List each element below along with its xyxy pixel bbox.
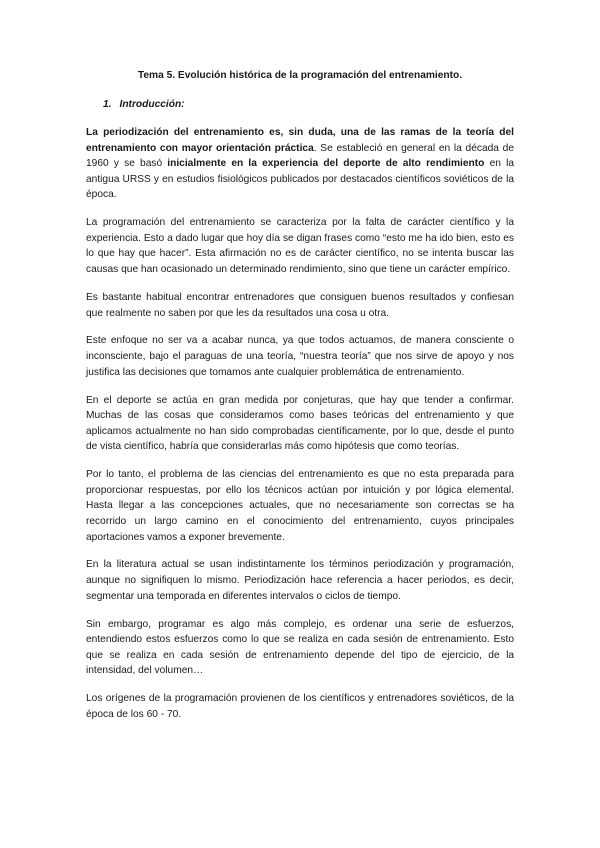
paragraph-4: En el deporte se actúa en gran medida por conjeturas, que hay que tender a confirmar. Muchas de las cosas que consideramos como bases teóricas del entrenamiento y que aplicamos actualmente no han sido comprobadas científicamente, por lo que, desde el punto de vista científico, habría que considerarlas más como hipótesis que como teorías.	[86, 394, 514, 453]
intro-bold-1: La periodización del entrenamiento es, sin duda, una de las ramas de la teoría del entrenamiento con mayor orientación práctica	[86, 127, 514, 154]
intro-text-1: . Se estableció en general en la década de 1960 y se basó	[86, 142, 515, 170]
paragraph-6: En la literatura actual se usan indistintamente los términos periodización y programación, aunque no signifiquen lo mismo. Periodización hace referencia a hacer periodos, es decir, segmentar una temporada en diferentes intervalos o ciclos de tiempo.	[86, 559, 514, 602]
document-page	[86, 68, 514, 735]
section-heading	[103, 98, 514, 112]
section-number: 1.	[103, 99, 112, 110]
intro-paragraph	[86, 125, 514, 203]
intro-text-2: en la antigua URSS y en estudios fisiológicos publicados por destacados científicos soviéticos de la época.	[86, 158, 514, 201]
paragraph-8: Los orígenes de la programación provienen de los científicos y entrenadores soviéticos, de la época de los 60 - 70.	[86, 693, 514, 720]
paragraph-3: Este enfoque no ser va a acabar nunca, ya que todos actuamos, de manera consciente o inconsciente, bajo el paraguas de una teoría, “nuestra teoría” que nos sirve de apoyo y nos justifica las decisiones que tomamos ante cualquier problemática de entrenamiento.	[86, 335, 514, 378]
paragraph-7: Sin embargo, programar es algo más complejo, es ordenar una serie de esfuerzos, entendiendo estos esfuerzos como lo que se realiza en cada sesión de entrenamiento. Esto que se realiza en cada sesión de entrenamiento depende del tipo de ejercicio, de la intensidad, del volumen…	[86, 618, 514, 677]
paragraph-1: La programación del entrenamiento se caracteriza por la falta de carácter científico y la experiencia. Esto a dado lugar que hoy día se digan frases como “esto me ha ido bien, esto es lo que hay que hacer”. Esta afirmación no es de carácter científico, no se intenta buscar las causas que han ocasionado un determinado rendimiento, sino que tiene un carácter empírico.	[86, 217, 514, 276]
document-title: Tema 5. Evolución histórica de la programación del entrenamiento.	[137, 70, 463, 81]
intro-bold-2: inicialmente en la experiencia del deporte de alto rendimiento	[167, 158, 485, 170]
paragraph-2: Es bastante habitual encontrar entrenadores que consiguen buenos resultados y confiesan que realmente no saben por que les da resultados una cosa u otra.	[86, 291, 514, 319]
section-title: Introducción:	[119, 99, 185, 110]
paragraph-5: Por lo tanto, el problema de las ciencias del entrenamiento es que no esta preparada para proporcionar respuestas, por ello los técnicos actúan por intuición y por lógica elemental. Hasta llegar a las concepciones actuales, que no necesariamente son correctas se ha recorrido un largo camino en el conocimiento del entrenamiento, cuyos principales aportaciones vamos a exponer brevemente.	[86, 469, 514, 543]
